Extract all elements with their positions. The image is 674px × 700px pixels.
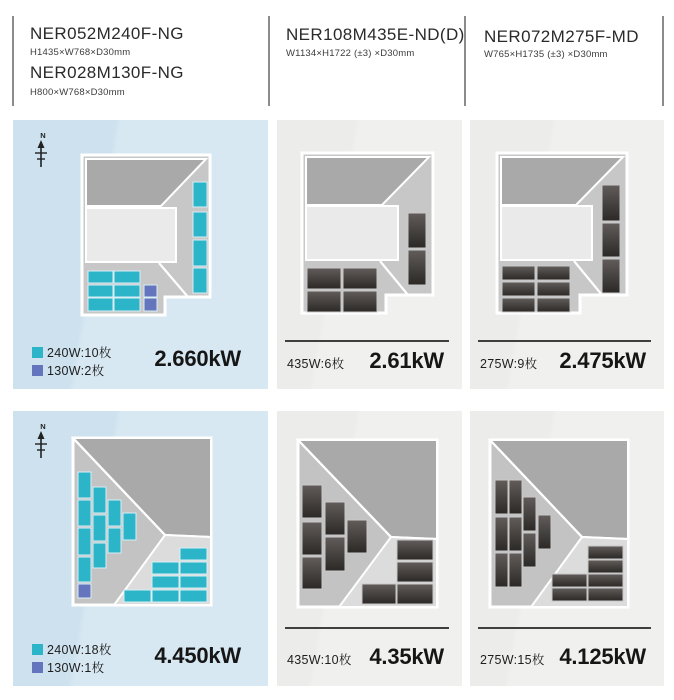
solar-panel — [302, 557, 322, 589]
solar-panel — [114, 271, 140, 283]
solar-panel — [602, 185, 620, 221]
solar-panel — [509, 480, 522, 514]
total-output-value: 4.125kW — [559, 644, 646, 669]
solar-panel — [495, 553, 508, 587]
roof-face — [501, 206, 592, 260]
header-divider — [662, 16, 664, 106]
panel-count-label: 435W:10枚 — [287, 653, 352, 667]
solar-panel — [552, 588, 587, 601]
panel-count-label: 130W:1枚 — [47, 661, 105, 675]
solar-panel — [325, 502, 345, 535]
solar-panel — [152, 590, 179, 602]
solar-panel — [152, 576, 179, 588]
solar-panel — [302, 485, 322, 518]
solar-panel — [397, 540, 433, 560]
layout-card-275w-roof2 — [470, 411, 664, 686]
solar-panel — [502, 298, 535, 312]
solar-panel — [537, 298, 570, 312]
model-name: NER052M240F-NG — [30, 24, 184, 43]
total-output-value: 2.660kW — [154, 346, 241, 371]
roof-face — [306, 206, 398, 260]
total-output-value: 4.450kW — [154, 643, 241, 668]
panel-count-label: 240W:18枚 — [47, 643, 112, 657]
layout-card-435w-roof2 — [277, 411, 462, 686]
solar-panel — [537, 282, 570, 296]
panel-count-label: 275W:15枚 — [480, 653, 545, 667]
panel-legend — [480, 644, 646, 670]
solar-panel — [523, 533, 536, 567]
legend-divider — [285, 340, 449, 342]
solar-panel — [552, 574, 587, 587]
solar-panel — [78, 500, 91, 526]
solar-panel — [408, 250, 426, 285]
solar-panel — [78, 472, 91, 498]
layout-card-275w-roof1 — [470, 120, 664, 389]
solar-panel — [193, 240, 207, 266]
panel-legend — [32, 640, 112, 676]
layout-card-240w130w-roof2 — [13, 411, 268, 686]
solar-panel — [114, 285, 140, 297]
panel-legend — [287, 644, 444, 670]
solar-panel — [343, 268, 377, 289]
solar-panel — [397, 562, 433, 582]
svg-text:N: N — [40, 131, 46, 140]
solar-panel — [602, 259, 620, 293]
total-output-value: 2.475kW — [559, 348, 646, 373]
solar-panel — [93, 487, 106, 513]
solar-panel — [123, 513, 136, 540]
solar-panel — [588, 574, 623, 587]
solar-panel — [152, 562, 179, 574]
model-name: NER072M275F-MD — [484, 27, 639, 46]
layout-card-435w-roof1 — [277, 120, 462, 389]
model-dimensions: W1134×H1722 (±3) ×D30mm — [286, 48, 415, 59]
header-divider — [12, 16, 14, 106]
solar-panel — [144, 298, 157, 311]
legend-entry — [32, 658, 112, 676]
solar-panel — [495, 480, 508, 514]
legend-divider — [478, 340, 651, 342]
model-dimensions: H800×W768×D30mm — [30, 87, 125, 98]
solar-panel — [408, 213, 426, 248]
solar-panel — [78, 528, 91, 555]
model-name: NER108M435E-ND(D) — [286, 25, 465, 44]
roof-face — [86, 208, 176, 262]
solar-panel — [108, 528, 121, 553]
panel-count-label: 130W:2枚 — [47, 364, 105, 378]
solar-panel — [180, 562, 207, 574]
solar-panel — [144, 285, 157, 297]
model-dimensions: H1435×W768×D30mm — [30, 47, 131, 58]
solar-panel — [523, 497, 536, 531]
solar-panel — [88, 298, 113, 311]
solar-panel — [588, 588, 623, 601]
panel-count-label: 240W:10枚 — [47, 346, 112, 360]
solar-panel — [88, 271, 113, 283]
solar-panel — [180, 590, 207, 602]
solar-panel — [124, 590, 151, 602]
solar-panel — [602, 223, 620, 257]
purple-swatch-icon — [32, 662, 43, 673]
solar-panel — [325, 537, 345, 571]
solar-panel — [193, 268, 207, 293]
solar-panel — [538, 515, 551, 549]
solar-panel — [302, 522, 322, 555]
svg-text:N: N — [40, 422, 46, 431]
solar-panel — [180, 576, 207, 588]
solar-panel — [343, 291, 377, 312]
panel-legend — [32, 343, 112, 379]
total-output-value: 2.61kW — [369, 348, 444, 373]
teal-swatch-icon — [32, 347, 43, 358]
solar-panel — [502, 266, 535, 280]
header-divider — [268, 16, 270, 106]
panel-count-label: 435W:6枚 — [287, 357, 345, 371]
solar-panel — [502, 282, 535, 296]
legend-entry — [32, 361, 112, 379]
model-dimensions: W765×H1735 (±3) ×D30mm — [484, 49, 608, 60]
purple-swatch-icon — [32, 365, 43, 376]
solar-panel — [537, 266, 570, 280]
panel-legend — [287, 348, 444, 374]
teal-swatch-icon — [32, 644, 43, 655]
legend-entry — [32, 343, 112, 361]
solar-panel — [78, 584, 91, 598]
legend-entry — [32, 640, 112, 658]
model-name: NER028M130F-NG — [30, 63, 184, 82]
solar-panel — [93, 515, 106, 541]
solar-panel — [307, 291, 341, 312]
solar-panel — [495, 517, 508, 551]
solar-panel — [307, 268, 341, 289]
solar-panel — [193, 212, 207, 237]
solar-panel — [108, 500, 121, 526]
solar-panel — [88, 285, 113, 297]
total-output-value: 4.35kW — [369, 644, 444, 669]
solar-panel — [397, 584, 433, 604]
solar-panel — [588, 546, 623, 559]
legend-divider — [285, 627, 449, 629]
solar-panel — [114, 298, 140, 311]
solar-panel — [193, 182, 207, 207]
solar-panel — [93, 543, 106, 568]
layout-card-240w130w-roof1 — [13, 120, 268, 389]
solar-panel — [509, 553, 522, 587]
solar-panel — [362, 584, 396, 604]
solar-panel — [588, 560, 623, 573]
solar-panel — [509, 517, 522, 551]
panel-legend — [480, 348, 646, 374]
solar-panel — [78, 557, 91, 582]
panel-count-label: 275W:9枚 — [480, 357, 538, 371]
solar-panel — [347, 520, 367, 553]
solar-panel — [180, 548, 207, 560]
legend-divider — [478, 627, 651, 629]
